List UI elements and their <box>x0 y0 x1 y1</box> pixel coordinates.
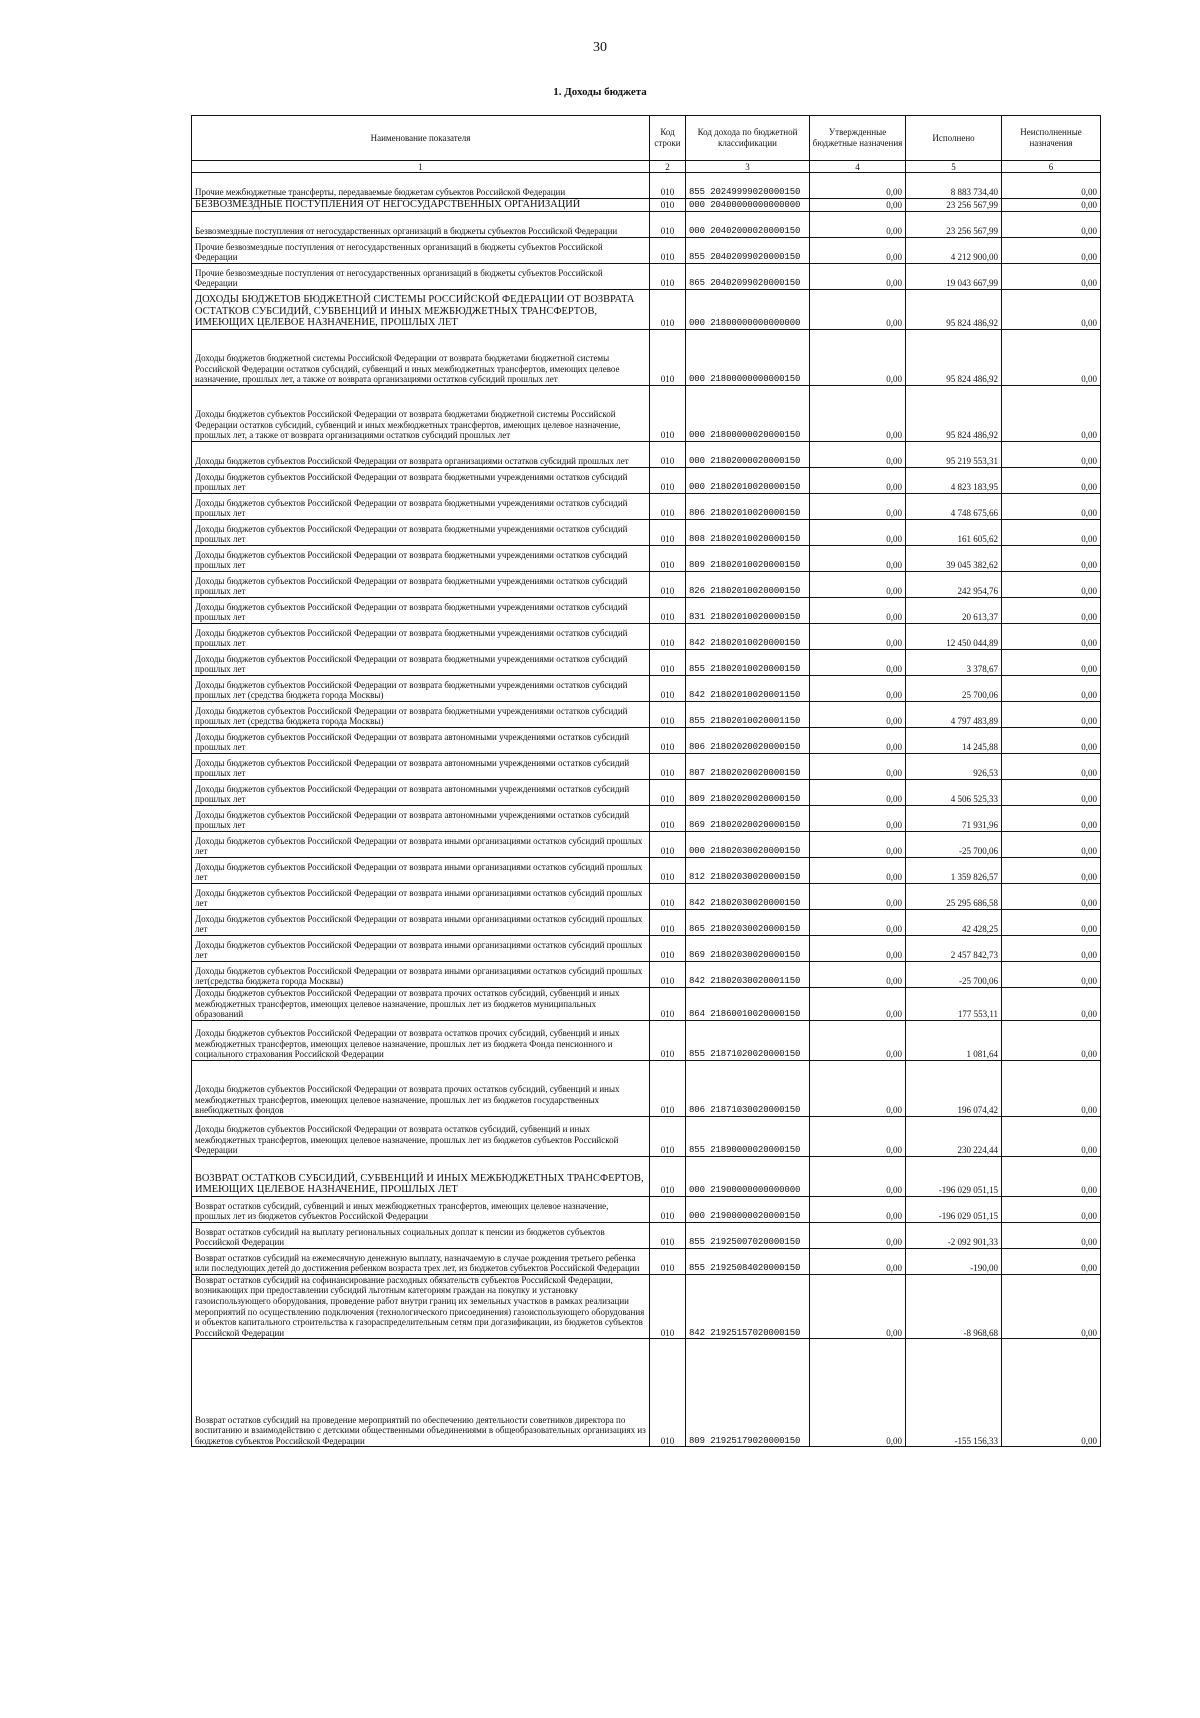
row-unexecuted: 0,00 <box>1002 199 1101 212</box>
table-row <box>192 546 1101 572</box>
row-income-code: 000 21800000000000150 <box>686 330 810 386</box>
row-executed: -190,00 <box>906 1248 1002 1274</box>
row-name: Возврат остатков субсидий на ежемесячную денежную выплату, назначаемую в случае рождения третьего ребенка или последующих детей до достижения ребенком возраста трех лет, из бюджетов субъектов Российской Федерации <box>192 1248 650 1274</box>
row-code: 010 <box>650 858 686 884</box>
table-row <box>192 650 1101 676</box>
col-number: 3 <box>686 161 810 173</box>
row-executed: 25 700,06 <box>906 676 1002 702</box>
row-executed: -196 029 051,15 <box>906 1156 1002 1196</box>
row-executed: -196 029 051,15 <box>906 1196 1002 1222</box>
table-row <box>192 520 1101 546</box>
row-code: 010 <box>650 780 686 806</box>
table-row <box>192 264 1101 290</box>
row-executed: 39 045 382,62 <box>906 546 1002 572</box>
row-approved: 0,00 <box>810 702 906 728</box>
row-unexecuted: 0,00 <box>1002 884 1101 910</box>
table-row <box>192 624 1101 650</box>
col-number: 1 <box>192 161 650 173</box>
row-code: 010 <box>650 290 686 330</box>
header-name: Наименование показателя <box>192 116 650 161</box>
row-income-code: 842 21925157020000150 <box>686 1274 810 1339</box>
row-approved: 0,00 <box>810 546 906 572</box>
row-name: Безвозмездные поступления от негосударственных организаций в бюджеты субъектов Российской Федерации <box>192 212 650 238</box>
table-row <box>192 494 1101 520</box>
row-name: Доходы бюджетов субъектов Российской Федерации от возврата бюджетными учреждениями остатков субсидий прошлых лет <box>192 624 650 650</box>
row-name: Прочие межбюджетные трансферты, передаваемые бюджетам субъектов Российской Федерации <box>192 173 650 199</box>
row-code: 010 <box>650 962 686 988</box>
table-row <box>192 910 1101 936</box>
row-executed: 95 824 486,92 <box>906 290 1002 330</box>
row-executed: 196 074,42 <box>906 1060 1002 1116</box>
row-code: 010 <box>650 910 686 936</box>
row-unexecuted: 0,00 <box>1002 1060 1101 1116</box>
row-executed: -25 700,06 <box>906 962 1002 988</box>
row-unexecuted: 0,00 <box>1002 468 1101 494</box>
row-unexecuted: 0,00 <box>1002 754 1101 780</box>
row-name: Возврат остатков субсидий, субвенций и иных межбюджетных трансфертов, имеющих целевое назначение, прошлых лет из бюджетов субъектов Российской Федерации <box>192 1196 650 1222</box>
row-income-code: 831 21802010020000150 <box>686 598 810 624</box>
row-approved: 0,00 <box>810 173 906 199</box>
row-executed: 25 295 686,58 <box>906 884 1002 910</box>
header-unexecuted: Неисполненные назначения <box>1002 116 1101 161</box>
row-executed: -155 156,33 <box>906 1339 1002 1447</box>
row-income-code: 842 21802010020001150 <box>686 676 810 702</box>
row-approved: 0,00 <box>810 936 906 962</box>
row-unexecuted: 0,00 <box>1002 1274 1101 1339</box>
row-income-code: 855 21802010020000150 <box>686 650 810 676</box>
row-unexecuted: 0,00 <box>1002 572 1101 598</box>
header-row-code: Код строки <box>650 116 686 161</box>
row-approved: 0,00 <box>810 572 906 598</box>
row-name: БЕЗВОЗМЕЗДНЫЕ ПОСТУПЛЕНИЯ ОТ НЕГОСУДАРСТВЕННЫХ ОРГАНИЗАЦИЙ <box>192 199 650 212</box>
table-row <box>192 780 1101 806</box>
row-approved: 0,00 <box>810 264 906 290</box>
row-name: Возврат остатков субсидий на выплату региональных социальных доплат к пенсии из бюджетов субъектов Российской Федерации <box>192 1222 650 1248</box>
table-row <box>192 1196 1101 1222</box>
row-executed: 23 256 567,99 <box>906 199 1002 212</box>
row-executed: 2 457 842,73 <box>906 936 1002 962</box>
row-executed: 1 359 826,57 <box>906 858 1002 884</box>
table-row <box>192 988 1101 1021</box>
row-approved: 0,00 <box>810 910 906 936</box>
row-income-code: 806 21802010020000150 <box>686 494 810 520</box>
row-executed: 177 553,11 <box>906 988 1002 1021</box>
row-income-code: 864 21860010020000150 <box>686 988 810 1021</box>
row-name: Прочие безвозмездные поступления от негосударственных организаций в бюджеты субъектов Российской Федерации <box>192 264 650 290</box>
row-income-code: 000 21802030020000150 <box>686 832 810 858</box>
row-unexecuted: 0,00 <box>1002 832 1101 858</box>
row-name: Возврат остатков субсидий на софинансирование расходных обязательств субъектов Российской Федерации, возникающих при предоставлении субсидий льготным категориям граждан на покупку и установку газоиспользующего оборудования, проведение работ внутри границ их земельных участков в рамках реализации мероприятий по осуществлению подключения (технологического присоединения) газоиспользующего оборудования и объектов капитального строительства к газораспределительным сетям при догазификации, из бюджетов субъектов Российской Федерации <box>192 1274 650 1339</box>
row-approved: 0,00 <box>810 1222 906 1248</box>
row-approved: 0,00 <box>810 1020 906 1060</box>
row-name: Доходы бюджетов субъектов Российской Федерации от возврата бюджетами бюджетной системы Российской Федерации остатков субсидий, субвенций и иных межбюджетных трансфертов, имеющих целевое назначение, прошлых лет, а также от возврата организациями остатков субсидий прошлых лет <box>192 386 650 442</box>
col-number: 4 <box>810 161 906 173</box>
row-approved: 0,00 <box>810 1339 906 1447</box>
row-income-code: 855 20249999020000150 <box>686 173 810 199</box>
row-approved: 0,00 <box>810 1248 906 1274</box>
row-executed: 4 748 675,66 <box>906 494 1002 520</box>
row-approved: 0,00 <box>810 598 906 624</box>
row-approved: 0,00 <box>810 962 906 988</box>
row-income-code: 806 21802020020000150 <box>686 728 810 754</box>
row-code: 010 <box>650 468 686 494</box>
row-executed: 14 245,88 <box>906 728 1002 754</box>
row-income-code: 000 21900000020000150 <box>686 1196 810 1222</box>
row-code: 010 <box>650 1156 686 1196</box>
row-executed: 4 506 525,33 <box>906 780 1002 806</box>
row-income-code: 809 21802010020000150 <box>686 546 810 572</box>
row-income-code: 865 20402099020000150 <box>686 264 810 290</box>
table-row <box>192 173 1101 199</box>
row-executed: 95 824 486,92 <box>906 386 1002 442</box>
row-code: 010 <box>650 624 686 650</box>
row-approved: 0,00 <box>810 988 906 1021</box>
table-row <box>192 442 1101 468</box>
table-row <box>192 1156 1101 1196</box>
row-unexecuted: 0,00 <box>1002 624 1101 650</box>
row-unexecuted: 0,00 <box>1002 806 1101 832</box>
row-unexecuted: 0,00 <box>1002 650 1101 676</box>
row-income-code: 842 21802030020000150 <box>686 884 810 910</box>
section-title: 1. Доходы бюджета <box>553 86 647 98</box>
row-unexecuted: 0,00 <box>1002 1196 1101 1222</box>
row-name: Доходы бюджетов субъектов Российской Федерации от возврата остатков субсидий, субвенций и иных межбюджетных трансфертов, имеющих целевое назначение, прошлых лет из бюджетов субъектов Российской Федерации <box>192 1116 650 1156</box>
table-row <box>192 1116 1101 1156</box>
col-number: 2 <box>650 161 686 173</box>
row-code: 010 <box>650 676 686 702</box>
table-row <box>192 1274 1101 1339</box>
row-name: Доходы бюджетов субъектов Российской Федерации от возврата автономными учреждениями остатков субсидий прошлых лет <box>192 806 650 832</box>
row-unexecuted: 0,00 <box>1002 702 1101 728</box>
row-code: 010 <box>650 728 686 754</box>
row-approved: 0,00 <box>810 1116 906 1156</box>
row-unexecuted: 0,00 <box>1002 1248 1101 1274</box>
row-code: 010 <box>650 1222 686 1248</box>
row-executed: 3 378,67 <box>906 650 1002 676</box>
table-row <box>192 212 1101 238</box>
row-executed: 926,53 <box>906 754 1002 780</box>
row-income-code: 000 21802000020000150 <box>686 442 810 468</box>
row-name: Доходы бюджетов субъектов Российской Федерации от возврата остатков прочих субсидий, субвенций и иных межбюджетных трансфертов, имеющих целевое назначение, прошлых лет из бюджета Фонда пенсионного и социального страхования Российской Федерации <box>192 1020 650 1060</box>
row-code: 010 <box>650 494 686 520</box>
row-income-code: 855 21871020020000150 <box>686 1020 810 1060</box>
row-name: Доходы бюджетов субъектов Российской Федерации от возврата автономными учреждениями остатков субсидий прошлых лет <box>192 780 650 806</box>
row-income-code: 808 21802010020000150 <box>686 520 810 546</box>
row-name: Доходы бюджетов субъектов Российской Федерации от возврата автономными учреждениями остатков субсидий прошлых лет <box>192 728 650 754</box>
row-income-code: 855 21890000020000150 <box>686 1116 810 1156</box>
row-income-code: 842 21802030020001150 <box>686 962 810 988</box>
row-unexecuted: 0,00 <box>1002 1339 1101 1447</box>
row-name: Доходы бюджетов субъектов Российской Федерации от возврата бюджетными учреждениями остатков субсидий прошлых лет (средства бюджета города Москвы) <box>192 702 650 728</box>
row-code: 010 <box>650 1116 686 1156</box>
row-executed: 71 931,96 <box>906 806 1002 832</box>
row-income-code: 807 21802020020000150 <box>686 754 810 780</box>
table-row <box>192 199 1101 212</box>
row-code: 010 <box>650 1020 686 1060</box>
row-name: Доходы бюджетов субъектов Российской Федерации от возврата иными организациями остатков субсидий прошлых лет <box>192 858 650 884</box>
row-unexecuted: 0,00 <box>1002 212 1101 238</box>
revenue-table <box>191 115 1101 1447</box>
table-body <box>192 173 1101 1447</box>
table-row <box>192 676 1101 702</box>
row-name: Доходы бюджетов субъектов Российской Федерации от возврата бюджетными учреждениями остатков субсидий прошлых лет <box>192 468 650 494</box>
row-income-code: 806 21871030020000150 <box>686 1060 810 1116</box>
row-name: Доходы бюджетов субъектов Российской Федерации от возврата иными организациями остатков субсидий прошлых лет <box>192 910 650 936</box>
row-executed: 95 824 486,92 <box>906 330 1002 386</box>
table-row <box>192 330 1101 386</box>
row-code: 010 <box>650 936 686 962</box>
row-approved: 0,00 <box>810 650 906 676</box>
row-executed: 12 450 044,89 <box>906 624 1002 650</box>
header-executed: Исполнено <box>906 116 1002 161</box>
row-approved: 0,00 <box>810 494 906 520</box>
row-unexecuted: 0,00 <box>1002 546 1101 572</box>
table-row <box>192 832 1101 858</box>
row-executed: 1 081,64 <box>906 1020 1002 1060</box>
row-executed: 19 043 667,99 <box>906 264 1002 290</box>
row-code: 010 <box>650 832 686 858</box>
row-code: 010 <box>650 572 686 598</box>
row-unexecuted: 0,00 <box>1002 988 1101 1021</box>
table-row <box>192 290 1101 330</box>
row-code: 010 <box>650 1339 686 1447</box>
header-row <box>192 116 1101 161</box>
row-approved: 0,00 <box>810 754 906 780</box>
row-code: 010 <box>650 884 686 910</box>
row-code: 010 <box>650 1248 686 1274</box>
row-approved: 0,00 <box>810 728 906 754</box>
row-unexecuted: 0,00 <box>1002 1116 1101 1156</box>
row-unexecuted: 0,00 <box>1002 598 1101 624</box>
table-row <box>192 1020 1101 1060</box>
row-name: Доходы бюджетов субъектов Российской Федерации от возврата бюджетными учреждениями остатков субсидий прошлых лет <box>192 598 650 624</box>
row-name: Доходы бюджетов субъектов Российской Федерации от возврата бюджетными учреждениями остатков субсидий прошлых лет <box>192 650 650 676</box>
table-row <box>192 806 1101 832</box>
row-approved: 0,00 <box>810 832 906 858</box>
row-income-code: 812 21802030020000150 <box>686 858 810 884</box>
row-code: 010 <box>650 238 686 264</box>
row-code: 010 <box>650 806 686 832</box>
row-name: Доходы бюджетов субъектов Российской Федерации от возврата бюджетными учреждениями остатков субсидий прошлых лет <box>192 572 650 598</box>
row-executed: 23 256 567,99 <box>906 212 1002 238</box>
row-approved: 0,00 <box>810 1156 906 1196</box>
row-code: 010 <box>650 264 686 290</box>
row-approved: 0,00 <box>810 520 906 546</box>
row-approved: 0,00 <box>810 1196 906 1222</box>
row-approved: 0,00 <box>810 780 906 806</box>
row-approved: 0,00 <box>810 290 906 330</box>
row-code: 010 <box>650 988 686 1021</box>
row-income-code: 855 21925007020000150 <box>686 1222 810 1248</box>
row-name: Доходы бюджетов субъектов Российской Федерации от возврата бюджетными учреждениями остатков субсидий прошлых лет <box>192 546 650 572</box>
row-executed: 242 954,76 <box>906 572 1002 598</box>
row-income-code: 809 21802020020000150 <box>686 780 810 806</box>
row-unexecuted: 0,00 <box>1002 780 1101 806</box>
row-approved: 0,00 <box>810 238 906 264</box>
row-code: 010 <box>650 520 686 546</box>
row-approved: 0,00 <box>810 676 906 702</box>
row-approved: 0,00 <box>810 1060 906 1116</box>
row-unexecuted: 0,00 <box>1002 173 1101 199</box>
row-income-code: 000 20402000020000150 <box>686 212 810 238</box>
column-numbers-row <box>192 161 1101 173</box>
row-approved: 0,00 <box>810 858 906 884</box>
row-code: 010 <box>650 386 686 442</box>
row-unexecuted: 0,00 <box>1002 386 1101 442</box>
row-code: 010 <box>650 199 686 212</box>
row-income-code: 855 21802010020001150 <box>686 702 810 728</box>
row-executed: 4 797 483,89 <box>906 702 1002 728</box>
row-code: 010 <box>650 1274 686 1339</box>
table-row <box>192 238 1101 264</box>
row-name: Доходы бюджетов субъектов Российской Федерации от возврата бюджетными учреждениями остатков субсидий прошлых лет (средства бюджета города Москвы) <box>192 676 650 702</box>
table-row <box>192 1248 1101 1274</box>
row-executed: -25 700,06 <box>906 832 1002 858</box>
row-code: 010 <box>650 650 686 676</box>
row-name: Доходы бюджетов субъектов Российской Федерации от возврата прочих остатков субсидий, субвенций и иных межбюджетных трансфертов, имеющих целевое назначение, прошлых лет из бюджетов муниципальных образований <box>192 988 650 1021</box>
row-executed: 4 212 900,00 <box>906 238 1002 264</box>
row-unexecuted: 0,00 <box>1002 1222 1101 1248</box>
row-income-code: 869 21802020020000150 <box>686 806 810 832</box>
table-row <box>192 572 1101 598</box>
row-unexecuted: 0,00 <box>1002 442 1101 468</box>
row-code: 010 <box>650 442 686 468</box>
row-income-code: 000 21900000000000000 <box>686 1156 810 1196</box>
row-unexecuted: 0,00 <box>1002 264 1101 290</box>
row-executed: -2 092 901,33 <box>906 1222 1002 1248</box>
row-name: Доходы бюджетов субъектов Российской Федерации от возврата бюджетными учреждениями остатков субсидий прошлых лет <box>192 520 650 546</box>
table-row <box>192 1222 1101 1248</box>
table-row <box>192 1339 1101 1447</box>
row-name: Доходы бюджетов субъектов Российской Федерации от возврата иными организациями остатков субсидий прошлых лет(средства бюджета города Москвы) <box>192 962 650 988</box>
header-income-code: Код дохода по бюджетной классификации <box>686 116 810 161</box>
table-row <box>192 386 1101 442</box>
row-income-code: 826 21802010020000150 <box>686 572 810 598</box>
row-approved: 0,00 <box>810 199 906 212</box>
row-income-code: 855 21925084020000150 <box>686 1248 810 1274</box>
row-approved: 0,00 <box>810 624 906 650</box>
row-executed: 4 823 183,95 <box>906 468 1002 494</box>
table-row <box>192 728 1101 754</box>
row-name: ДОХОДЫ БЮДЖЕТОВ БЮДЖЕТНОЙ СИСТЕМЫ РОССИЙСКОЙ ФЕДЕРАЦИИ ОТ ВОЗВРАТА ОСТАТКОВ СУБСИДИЙ, СУБВЕНЦИЙ И ИНЫХ МЕЖБЮДЖЕТНЫХ ТРАНСФЕРТОВ, ИМЕЮЩИХ ЦЕЛЕВОЕ НАЗНАЧЕНИЕ, ПРОШЛЫХ ЛЕТ <box>192 290 650 330</box>
row-name: Доходы бюджетов субъектов Российской Федерации от возврата прочих остатков субсидий, субвенций и иных межбюджетных трансфертов, имеющих целевое назначение, прошлых лет из бюджетов государственных внебюджетных фондов <box>192 1060 650 1116</box>
page-number: 30 <box>593 40 607 55</box>
row-code: 010 <box>650 1196 686 1222</box>
row-executed: 230 224,44 <box>906 1116 1002 1156</box>
row-income-code: 000 21800000000000000 <box>686 290 810 330</box>
row-approved: 0,00 <box>810 442 906 468</box>
row-unexecuted: 0,00 <box>1002 290 1101 330</box>
row-name: Прочие безвозмездные поступления от негосударственных организаций в бюджеты субъектов Российской Федерации <box>192 238 650 264</box>
row-unexecuted: 0,00 <box>1002 238 1101 264</box>
row-approved: 0,00 <box>810 468 906 494</box>
row-unexecuted: 0,00 <box>1002 494 1101 520</box>
row-name: Доходы бюджетов субъектов Российской Федерации от возврата иными организациями остатков субсидий прошлых лет <box>192 884 650 910</box>
row-code: 010 <box>650 212 686 238</box>
row-income-code: 000 21800000020000150 <box>686 386 810 442</box>
row-name: Возврат остатков субсидий на проведение мероприятий по обеспечению деятельности советников директора по воспитанию и взаимодействию с детскими общественными объединениями в общеобразовательных организациях из бюджетов субъектов Российской Федерации <box>192 1339 650 1447</box>
row-approved: 0,00 <box>810 212 906 238</box>
row-unexecuted: 0,00 <box>1002 1020 1101 1060</box>
row-income-code: 855 20402099020000150 <box>686 238 810 264</box>
row-income-code: 000 20400000000000000 <box>686 199 810 212</box>
table-row <box>192 884 1101 910</box>
row-unexecuted: 0,00 <box>1002 936 1101 962</box>
row-income-code: 809 21925179020000150 <box>686 1339 810 1447</box>
row-code: 010 <box>650 1060 686 1116</box>
row-name: Доходы бюджетов субъектов Российской Федерации от возврата бюджетными учреждениями остатков субсидий прошлых лет <box>192 494 650 520</box>
row-unexecuted: 0,00 <box>1002 330 1101 386</box>
col-number: 6 <box>1002 161 1101 173</box>
row-executed: 8 883 734,40 <box>906 173 1002 199</box>
row-executed: 42 428,25 <box>906 910 1002 936</box>
row-income-code: 869 21802030020000150 <box>686 936 810 962</box>
row-code: 010 <box>650 173 686 199</box>
row-executed: 161 605,62 <box>906 520 1002 546</box>
table-row <box>192 1060 1101 1116</box>
header-approved: Утвержденные бюджетные назначения <box>810 116 906 161</box>
row-unexecuted: 0,00 <box>1002 962 1101 988</box>
row-approved: 0,00 <box>810 330 906 386</box>
table-row <box>192 936 1101 962</box>
row-name: Доходы бюджетов субъектов Российской Федерации от возврата иными организациями остатков субсидий прошлых лет <box>192 936 650 962</box>
row-income-code: 842 21802010020000150 <box>686 624 810 650</box>
row-name: Доходы бюджетов бюджетной системы Российской Федерации от возврата бюджетами бюджетной системы Российской Федерации остатков субсидий, субвенций и иных межбюджетных трансфертов, имеющих целевое назначение, прошлых лет, а также от возврата организациями остатков субсидий прошлых лет <box>192 330 650 386</box>
row-unexecuted: 0,00 <box>1002 910 1101 936</box>
row-approved: 0,00 <box>810 386 906 442</box>
row-approved: 0,00 <box>810 884 906 910</box>
table-row <box>192 754 1101 780</box>
row-name: ВОЗВРАТ ОСТАТКОВ СУБСИДИЙ, СУБВЕНЦИЙ И ИНЫХ МЕЖБЮДЖЕТНЫХ ТРАНСФЕРТОВ, ИМЕЮЩИХ ЦЕЛЕВОЕ НАЗНАЧЕНИЕ, ПРОШЛЫХ ЛЕТ <box>192 1156 650 1196</box>
row-name: Доходы бюджетов субъектов Российской Федерации от возврата иными организациями остатков субсидий прошлых лет <box>192 832 650 858</box>
row-code: 010 <box>650 330 686 386</box>
row-unexecuted: 0,00 <box>1002 858 1101 884</box>
row-executed: 20 613,37 <box>906 598 1002 624</box>
row-unexecuted: 0,00 <box>1002 1156 1101 1196</box>
table-row <box>192 962 1101 988</box>
row-income-code: 865 21802030020000150 <box>686 910 810 936</box>
row-unexecuted: 0,00 <box>1002 728 1101 754</box>
table-row <box>192 702 1101 728</box>
row-executed: -8 968,68 <box>906 1274 1002 1339</box>
row-code: 010 <box>650 702 686 728</box>
row-name: Доходы бюджетов субъектов Российской Федерации от возврата автономными учреждениями остатков субсидий прошлых лет <box>192 754 650 780</box>
row-name: Доходы бюджетов субъектов Российской Федерации от возврата организациями остатков субсидий прошлых лет <box>192 442 650 468</box>
row-unexecuted: 0,00 <box>1002 676 1101 702</box>
col-number: 5 <box>906 161 1002 173</box>
row-code: 010 <box>650 598 686 624</box>
table-row <box>192 858 1101 884</box>
row-income-code: 000 21802010020000150 <box>686 468 810 494</box>
row-approved: 0,00 <box>810 806 906 832</box>
table-row <box>192 468 1101 494</box>
row-unexecuted: 0,00 <box>1002 520 1101 546</box>
table-row <box>192 598 1101 624</box>
row-approved: 0,00 <box>810 1274 906 1339</box>
row-code: 010 <box>650 546 686 572</box>
row-code: 010 <box>650 754 686 780</box>
row-executed: 95 219 553,31 <box>906 442 1002 468</box>
